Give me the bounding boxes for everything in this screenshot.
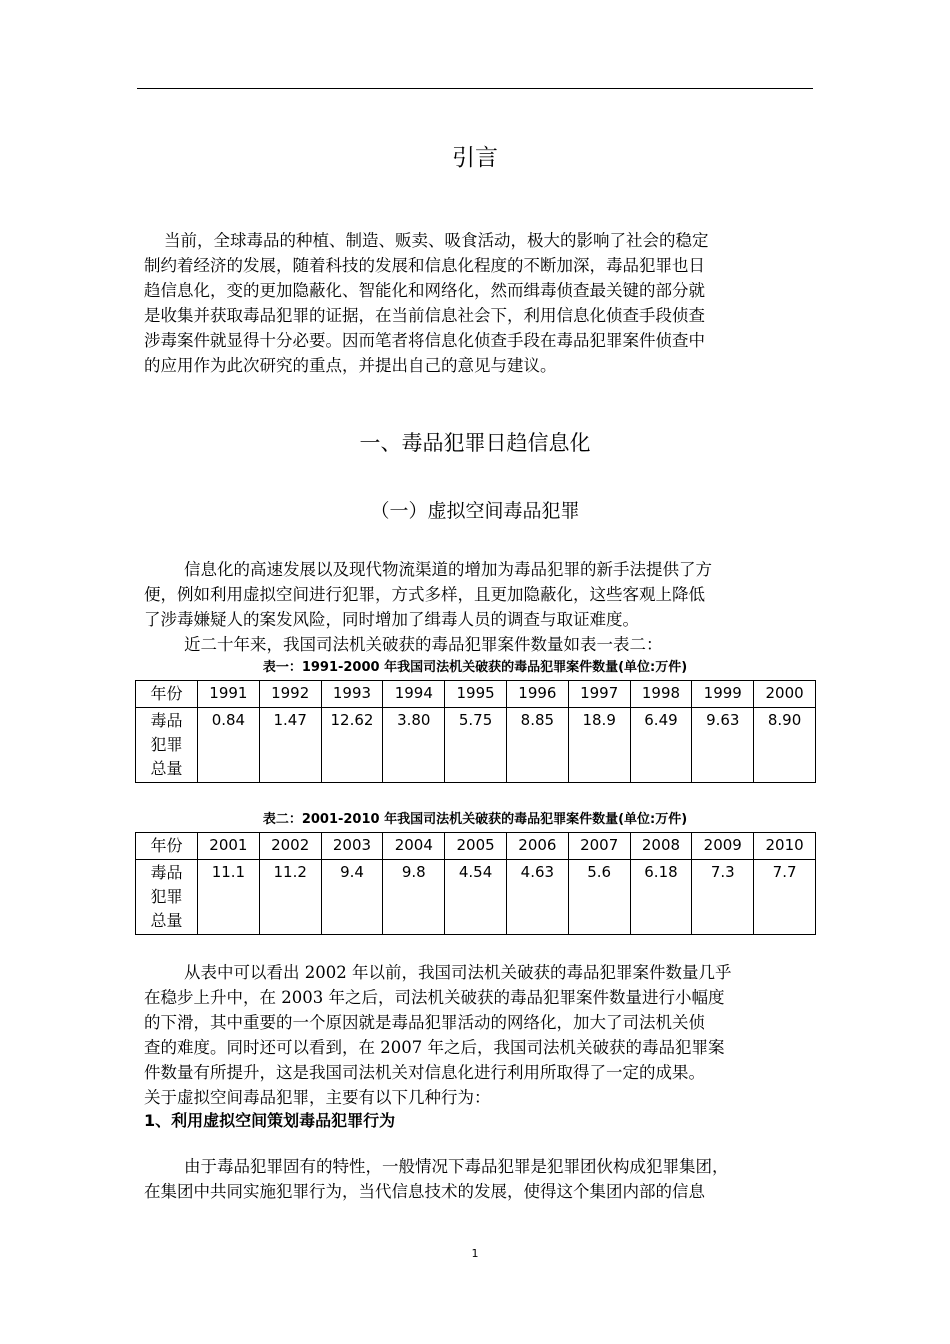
value-cell: 8.85 — [506, 708, 568, 783]
year-cell: 1995 — [445, 681, 507, 708]
text-line: 是收集并获取毒品犯罪的证据，在当前信息社会下，利用信息化侦查手段侦查 — [144, 306, 705, 325]
text-line: 的应用作为此次研究的重点，并提出自己的意见与建议。 — [144, 356, 557, 375]
table-row-years — [136, 681, 816, 708]
year-cell: 2008 — [630, 833, 692, 860]
text-line: 从表中可以看出 2002 年以前，我国司法机关破获的毒品犯罪案件数量几乎 — [184, 963, 732, 982]
text-line: 了涉毒嫌疑人的案发风险，同时增加了缉毒人员的调查与取证难度。 — [144, 610, 639, 629]
value-cell: 5.6 — [568, 860, 630, 935]
section-title: 一、毒品犯罪日趋信息化 — [359, 431, 591, 455]
value-cell: 4.54 — [445, 860, 507, 935]
table-1 — [135, 680, 816, 783]
paragraph-4 — [144, 1154, 808, 1204]
value-cell: 9.4 — [321, 860, 383, 935]
text-line: 查的难度。同时还可以看到，在 2007 年之后，我国司法机关破获的毒品犯罪案 — [144, 1038, 725, 1057]
subsection-title: （一）虚拟空间毒品犯罪 — [370, 500, 580, 522]
count-label-line: 犯罪 — [150, 735, 183, 754]
header-rule — [137, 88, 813, 89]
table-2 — [135, 832, 816, 935]
year-cell: 1992 — [259, 681, 321, 708]
value-cell: 7.7 — [754, 860, 816, 935]
text-line: 当前，全球毒品的种植、制造、贩卖、吸食活动，极大的影响了社会的稳定 — [164, 231, 709, 250]
paragraph-3 — [144, 960, 808, 1110]
year-cell: 1991 — [198, 681, 260, 708]
year-cell: 2010 — [754, 833, 816, 860]
year-label: 年份 — [136, 833, 198, 860]
table-row-values — [136, 708, 816, 783]
year-cell: 2002 — [259, 833, 321, 860]
year-cell: 1996 — [506, 681, 568, 708]
text-line: 在集团中共同实施犯罪行为，当代信息技术的发展，使得这个集团内部的信息 — [144, 1182, 705, 1201]
value-cell: 3.80 — [383, 708, 445, 783]
text-line: 关于虚拟空间毒品犯罪，主要有以下几种行为： — [144, 1088, 491, 1107]
text-line: 趋信息化，变的更加隐蔽化、智能化和网络化，然而缉毒侦查最关键的部分就 — [144, 281, 705, 300]
year-cell: 1999 — [692, 681, 754, 708]
page-number: 1 — [471, 1247, 479, 1260]
value-cell: 6.49 — [630, 708, 692, 783]
value-cell: 9.63 — [692, 708, 754, 783]
text-line: 件数量有所提升，这是我国司法机关对信息化进行利用所取得了一定的成果。 — [144, 1063, 705, 1082]
value-cell: 11.2 — [259, 860, 321, 935]
value-cell: 8.90 — [754, 708, 816, 783]
text-line: 近二十年来，我国司法机关破获的毒品犯罪案件数量如表一表二： — [184, 635, 663, 654]
count-label — [136, 708, 198, 783]
table-1-caption: 表一：1991-2000 年我国司法机关破获的毒品犯罪案件数量(单位:万件) — [262, 660, 688, 675]
count-label-line: 毒品 — [150, 711, 183, 730]
value-cell: 11.1 — [198, 860, 260, 935]
year-cell: 1994 — [383, 681, 445, 708]
year-cell: 2003 — [321, 833, 383, 860]
year-cell: 1997 — [568, 681, 630, 708]
text-line: 在稳步上升中，在 2003 年之后，司法机关破获的毒品犯罪案件数量进行小幅度 — [144, 988, 725, 1007]
paragraph-2 — [144, 557, 808, 657]
year-cell: 2004 — [383, 833, 445, 860]
value-cell: 9.8 — [383, 860, 445, 935]
year-cell: 2006 — [506, 833, 568, 860]
value-cell: 1.47 — [259, 708, 321, 783]
year-cell: 2009 — [692, 833, 754, 860]
count-label — [136, 860, 198, 935]
count-label-line: 总量 — [150, 911, 183, 930]
value-cell: 4.63 — [506, 860, 568, 935]
count-label-line: 犯罪 — [150, 887, 183, 906]
text-line: 由于毒品犯罪固有的特性，一般情况下毒品犯罪是犯罪团伙构成犯罪集团， — [184, 1157, 729, 1176]
count-label-line: 毒品 — [150, 863, 183, 882]
value-cell: 12.62 — [321, 708, 383, 783]
year-label: 年份 — [136, 681, 198, 708]
intro-paragraph — [144, 228, 808, 378]
count-label-line: 总量 — [150, 759, 183, 778]
value-cell: 0.84 — [198, 708, 260, 783]
heading-intro: 引言 — [452, 145, 498, 171]
year-cell: 2005 — [445, 833, 507, 860]
table-2-caption: 表二：2001-2010 年我国司法机关破获的毒品犯罪案件数量(单位:万件) — [262, 812, 688, 827]
year-cell: 1998 — [630, 681, 692, 708]
text-line: 信息化的高速发展以及现代物流渠道的增加为毒品犯罪的新手法提供了方 — [184, 560, 712, 579]
table-row-values — [136, 860, 816, 935]
text-line: 制约着经济的发展，随着科技的发展和信息化程度的不断加深，毒品犯罪也日 — [144, 256, 705, 275]
value-cell: 5.75 — [445, 708, 507, 783]
value-cell: 6.18 — [630, 860, 692, 935]
value-cell: 7.3 — [692, 860, 754, 935]
subheading-1: 1、利用虚拟空间策划毒品犯罪行为 — [144, 1111, 396, 1130]
value-cell: 18.9 — [568, 708, 630, 783]
year-cell: 2000 — [754, 681, 816, 708]
text-line: 的下滑，其中重要的一个原因就是毒品犯罪活动的网络化，加大了司法机关侦 — [144, 1013, 705, 1032]
year-cell: 2007 — [568, 833, 630, 860]
text-line: 涉毒案件就显得十分必要。因而笔者将信息化侦查手段在毒品犯罪案件侦查中 — [144, 331, 705, 350]
text-line: 便，例如利用虚拟空间进行犯罪，方式多样，且更加隐蔽化，这些客观上降低 — [144, 585, 705, 604]
year-cell: 1993 — [321, 681, 383, 708]
year-cell: 2001 — [198, 833, 260, 860]
table-row-years — [136, 833, 816, 860]
